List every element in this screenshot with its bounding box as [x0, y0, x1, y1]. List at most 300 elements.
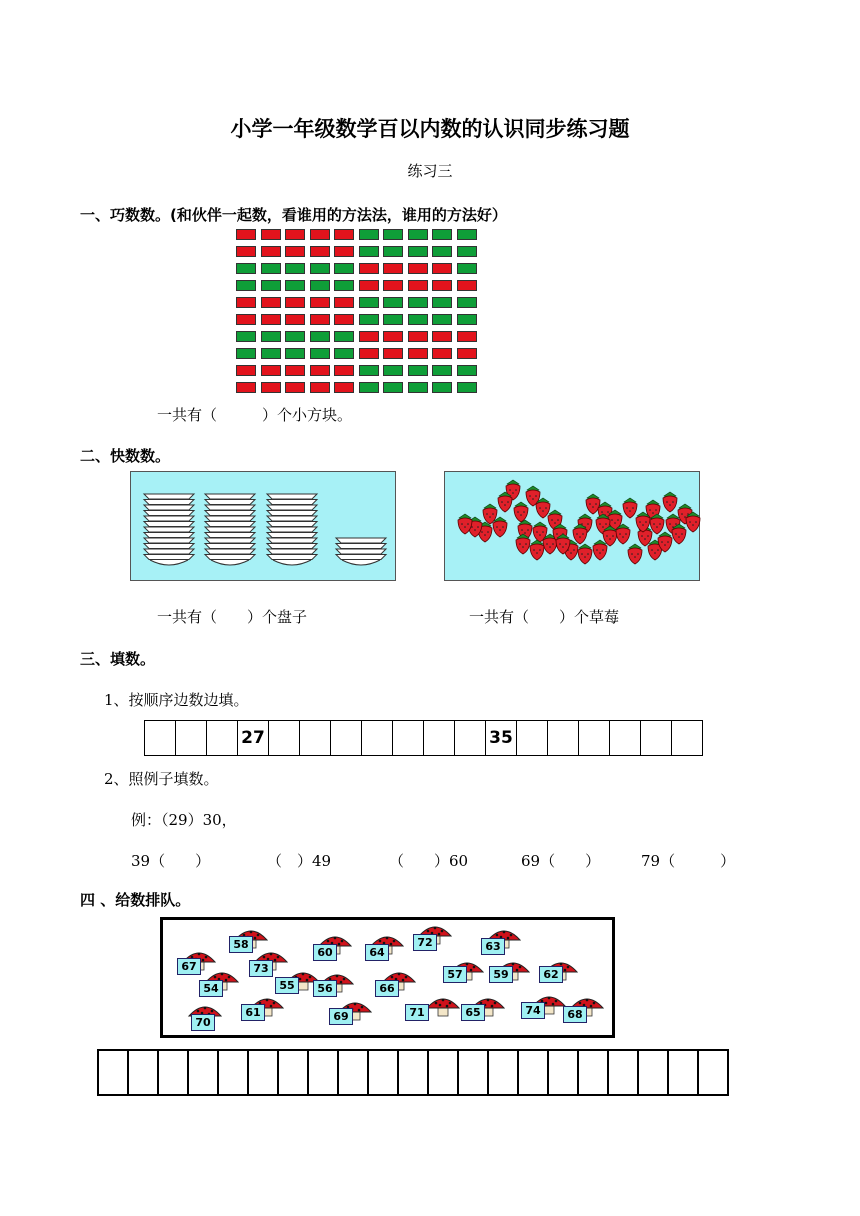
- grid-block: [383, 348, 403, 359]
- plate-icon: [144, 527, 194, 532]
- grid-block: [310, 297, 330, 308]
- strawberry-seed-icon: [552, 543, 554, 545]
- grid-block: [261, 331, 281, 342]
- sequence-cell[interactable]: [269, 721, 300, 756]
- mushroom-spot-icon: [250, 931, 253, 934]
- grid-block: [432, 365, 452, 376]
- strawberry-icon: [573, 528, 587, 544]
- ordering-answer-cell[interactable]: [398, 1050, 428, 1095]
- plate-icon: [144, 494, 194, 499]
- ordering-answer-cell[interactable]: [518, 1050, 548, 1095]
- mushroom-spot-icon: [494, 1002, 497, 1005]
- strawberry-seed-icon: [617, 519, 619, 521]
- sequence-cell[interactable]: [641, 721, 672, 756]
- grid-block: [383, 297, 403, 308]
- ordering-answer-cell[interactable]: [428, 1050, 458, 1095]
- fill-item-1: 39（ ）: [131, 852, 211, 870]
- grid-block: [261, 297, 281, 308]
- strawberry-seed-icon: [641, 535, 643, 537]
- strawberry-seed-icon: [461, 523, 463, 525]
- strawberry-seed-icon: [606, 535, 608, 537]
- ordering-answer-cell[interactable]: [368, 1050, 398, 1095]
- mushroom-spot-icon: [405, 976, 408, 979]
- strawberry-seed-icon: [678, 536, 680, 538]
- mushroom-spot-icon: [398, 973, 401, 976]
- grid-block: [334, 348, 354, 359]
- plate-base-icon: [211, 560, 249, 565]
- plate-icon: [144, 500, 194, 505]
- mushroom-spot-icon: [449, 1002, 452, 1005]
- grid-block: [383, 382, 403, 393]
- strawberry-seed-icon: [669, 504, 671, 506]
- ordering-answer-cell[interactable]: [128, 1050, 158, 1095]
- page-subtitle: 练习三: [407, 162, 453, 180]
- grid-block: [432, 297, 452, 308]
- strawberry-seed-icon: [584, 556, 586, 558]
- mushroom-number-tag: 54: [199, 980, 223, 997]
- mushroom-spot-icon: [211, 1010, 214, 1013]
- grid-block: [236, 348, 256, 359]
- plate-icon: [336, 555, 386, 560]
- plate-icon: [205, 533, 255, 538]
- grid-block: [334, 314, 354, 325]
- grid-block: [285, 314, 305, 325]
- plate-icon: [144, 511, 194, 516]
- mushroom-spot-icon: [254, 937, 257, 940]
- plate-icon: [267, 505, 317, 510]
- example-text: 例：（29）30，: [131, 811, 237, 829]
- ordering-answer-cell[interactable]: [338, 1050, 368, 1095]
- strawberry-seed-icon: [656, 526, 658, 528]
- mushroom-spot-icon: [257, 934, 260, 937]
- strawberry-seed-icon: [535, 495, 537, 497]
- strawberry-seed-icon: [582, 533, 584, 535]
- plates-illustration: [131, 472, 397, 582]
- strawberry-seed-icon: [672, 501, 674, 503]
- mushroom-number-tag: 60: [313, 944, 337, 961]
- plate-icon: [267, 549, 317, 554]
- strawberry-seed-icon: [647, 535, 649, 537]
- strawberry-seed-icon: [523, 511, 525, 513]
- mushroom-spot-icon: [567, 966, 570, 969]
- grid-block: [236, 280, 256, 291]
- sequence-cell[interactable]: [455, 721, 486, 756]
- plate-icon: [267, 533, 317, 538]
- strawberry-icon: [686, 516, 700, 532]
- strawberry-seed-icon: [542, 531, 544, 533]
- mushroom-number-tag: 71: [405, 1004, 429, 1021]
- grid-block: [334, 331, 354, 342]
- plate-icon: [144, 522, 194, 527]
- plate-icon: [144, 549, 194, 554]
- strawberry-seed-icon: [489, 516, 491, 518]
- mushroom-spot-icon: [341, 940, 344, 943]
- block-grid: [236, 229, 476, 399]
- strawberry-seed-icon: [695, 521, 697, 523]
- grid-block: [408, 246, 428, 257]
- grid-block: [457, 331, 477, 342]
- strawberry-seed-icon: [602, 526, 604, 528]
- plate-icon: [205, 516, 255, 521]
- strawberry-seed-icon: [607, 511, 609, 513]
- section4-heading: 四 、给数排队。: [80, 891, 191, 909]
- strawberry-seed-icon: [612, 535, 614, 537]
- mushroom-spot-icon: [358, 1009, 361, 1012]
- grid-block: [457, 263, 477, 274]
- strawberry-icon: [663, 496, 677, 512]
- mushroom-number-tag: 59: [489, 966, 513, 983]
- sequence-cell[interactable]: [610, 721, 641, 756]
- mushroom-number-tag: 72: [413, 934, 437, 951]
- plate-icon: [267, 500, 317, 505]
- plate-icon: [144, 505, 194, 510]
- grid-block: [285, 246, 305, 257]
- mushroom-spot-icon: [202, 959, 205, 962]
- mushroom-spot-icon: [496, 934, 499, 937]
- mushroom-spot-icon: [197, 1010, 200, 1013]
- plate-icon: [205, 549, 255, 554]
- strawberry-seed-icon: [581, 523, 583, 525]
- grid-block: [310, 280, 330, 291]
- grid-block: [261, 229, 281, 240]
- grid-block: [261, 314, 281, 325]
- mushroom-spot-icon: [327, 940, 330, 943]
- ordering-answer-row: [97, 1049, 729, 1096]
- mushroom-spot-icon: [545, 1002, 548, 1005]
- plate-base-icon: [273, 560, 311, 565]
- mushroom-spot-icon: [391, 976, 394, 979]
- strawberry-seed-icon: [529, 495, 531, 497]
- mushroom-spot-icon: [205, 956, 208, 959]
- grid-block: [359, 382, 379, 393]
- strawberry-seed-icon: [587, 553, 589, 555]
- strawberry-seed-icon: [507, 501, 509, 503]
- strawberry-seed-icon: [605, 523, 607, 525]
- grid-block: [383, 263, 403, 274]
- grid-block: [457, 229, 477, 240]
- strawberry-seed-icon: [666, 501, 668, 503]
- grid-block: [285, 365, 305, 376]
- mushroom-spot-icon: [564, 969, 567, 972]
- sequence-cell[interactable]: [176, 721, 207, 756]
- ordering-answer-cell[interactable]: [218, 1050, 248, 1095]
- mushroom-spot-icon: [270, 953, 273, 956]
- strawberry-seed-icon: [557, 519, 559, 521]
- grid-block: [236, 229, 256, 240]
- plate-icon: [267, 516, 317, 521]
- strawberry-seed-icon: [521, 529, 523, 531]
- grid-block: [310, 365, 330, 376]
- grid-block: [310, 229, 330, 240]
- strawberry-seed-icon: [527, 529, 529, 531]
- strawberry-seed-icon: [632, 507, 634, 509]
- fill-q1-label: 1、按顺序边数边填。: [104, 691, 249, 709]
- grid-block: [236, 331, 256, 342]
- grid-block: [432, 229, 452, 240]
- grid-block: [285, 297, 305, 308]
- mushroom-spot-icon: [473, 966, 476, 969]
- grid-block: [408, 229, 428, 240]
- grid-block: [383, 229, 403, 240]
- strawberry-seed-icon: [533, 549, 535, 551]
- grid-block: [383, 246, 403, 257]
- mushroom-number-tag: 69: [329, 1008, 353, 1025]
- grid-block: [408, 280, 428, 291]
- strawberry-panel: [444, 471, 700, 581]
- plates-panel: [130, 471, 396, 581]
- mushroom-spot-icon: [579, 1002, 582, 1005]
- fill-q2-label: 2、照例子填数。: [104, 770, 219, 788]
- strawberry-seed-icon: [592, 506, 594, 508]
- mushroom-spot-icon: [491, 1005, 494, 1008]
- mushroom-spot-icon: [336, 975, 339, 978]
- strawberry-seed-icon: [589, 503, 591, 505]
- ordering-answer-cell[interactable]: [458, 1050, 488, 1095]
- fill-item-3: （ ）60: [389, 852, 469, 870]
- mushroom-number-tag: 73: [249, 960, 273, 977]
- plate-icon: [144, 516, 194, 521]
- grid-block: [408, 365, 428, 376]
- sequence-cell[interactable]: [331, 721, 362, 756]
- strawberry-seed-icon: [611, 519, 613, 521]
- mushroom-number-tag: 64: [365, 944, 389, 961]
- grid-block: [359, 348, 379, 359]
- strawberry-seed-icon: [651, 549, 653, 551]
- plate-icon: [205, 511, 255, 516]
- sequence-cell[interactable]: [548, 721, 579, 756]
- grid-block: [236, 263, 256, 274]
- mushroom-spot-icon: [390, 943, 393, 946]
- grid-block: [383, 280, 403, 291]
- grid-block: [432, 348, 452, 359]
- strawberry-seed-icon: [542, 510, 544, 512]
- strawberry-seed-icon: [545, 507, 547, 509]
- mushroom-spot-icon: [340, 981, 343, 984]
- grid-block: [236, 365, 256, 376]
- strawberry-seed-icon: [579, 536, 581, 538]
- strawberry-icon: [543, 538, 557, 554]
- mushroom-number-tag: 66: [375, 980, 399, 997]
- plate-icon: [205, 538, 255, 543]
- strawberry-seed-icon: [576, 533, 578, 535]
- mushroom-spot-icon: [334, 937, 337, 940]
- grid-block: [334, 263, 354, 274]
- grid-block: [285, 263, 305, 274]
- strawberry-seed-icon: [562, 546, 564, 548]
- ordering-answer-cell[interactable]: [308, 1050, 338, 1095]
- ordering-answer-cell[interactable]: [638, 1050, 668, 1095]
- ordering-answer-cell[interactable]: [248, 1050, 278, 1095]
- mushroom-spot-icon: [438, 933, 441, 936]
- strawberry-seed-icon: [675, 523, 677, 525]
- strawberry-seed-icon: [661, 541, 663, 543]
- grid-block: [359, 263, 379, 274]
- mushroom-spot-icon: [274, 959, 277, 962]
- page-title: 小学一年级数学百以内数的认识同步练习题: [230, 117, 630, 141]
- grid-block: [457, 246, 477, 257]
- strawberry-seed-icon: [614, 522, 616, 524]
- ordering-answer-cell[interactable]: [548, 1050, 578, 1095]
- mushroom-spot-icon: [548, 997, 551, 1000]
- mushroom-spot-icon: [214, 976, 217, 979]
- strawberry-seed-icon: [509, 489, 511, 491]
- sequence-cell[interactable]: [517, 721, 548, 756]
- strawberry-seed-icon: [639, 521, 641, 523]
- mushroom-number-tag: 61: [241, 1004, 265, 1021]
- mushroom-number-tag: 56: [313, 980, 337, 997]
- strawberry-seed-icon: [536, 552, 538, 554]
- grid-block: [383, 365, 403, 376]
- strawberry-seed-icon: [684, 516, 686, 518]
- grid-block: [408, 382, 428, 393]
- mushroom-spot-icon: [198, 953, 201, 956]
- mushroom-spot-icon: [519, 966, 522, 969]
- mushroom-spot-icon: [221, 973, 224, 976]
- mushroom-spot-icon: [512, 963, 515, 966]
- sequence-cell[interactable]: [300, 721, 331, 756]
- sequence-cell[interactable]: [207, 721, 238, 756]
- grid-block: [432, 314, 452, 325]
- mushroom-spot-icon: [386, 937, 389, 940]
- strawberry-icon: [593, 544, 607, 560]
- mushroom-spot-icon: [263, 956, 266, 959]
- strawberry-icon: [672, 528, 686, 544]
- strawberry-seed-icon: [644, 538, 646, 540]
- plate-icon: [267, 511, 317, 516]
- grid-block: [408, 263, 428, 274]
- strawberry-seed-icon: [645, 521, 647, 523]
- strawberry-seed-icon: [681, 533, 683, 535]
- grid-block: [310, 314, 330, 325]
- ordering-answer-cell[interactable]: [98, 1050, 128, 1095]
- strawberry-seed-icon: [675, 533, 677, 535]
- grid-block: [261, 382, 281, 393]
- ordering-answer-cell[interactable]: [488, 1050, 518, 1095]
- plate-icon: [336, 549, 386, 554]
- mushroom-spot-icon: [434, 927, 437, 930]
- plate-icon: [205, 505, 255, 510]
- strawberry-seed-icon: [629, 510, 631, 512]
- strawberry-seed-icon: [622, 536, 624, 538]
- mushroom-spot-icon: [435, 1002, 438, 1005]
- strawberry-seed-icon: [595, 503, 597, 505]
- grid-block: [457, 297, 477, 308]
- ordering-answer-cell[interactable]: [578, 1050, 608, 1095]
- strawberry-seed-icon: [634, 556, 636, 558]
- grid-block: [383, 314, 403, 325]
- sequence-cell[interactable]: [579, 721, 610, 756]
- strawberry-seed-icon: [549, 546, 551, 548]
- strawberry-icon: [498, 496, 512, 512]
- plate-icon: [144, 555, 194, 560]
- strawberry-seed-icon: [477, 526, 479, 528]
- strawberry-seed-icon: [554, 522, 556, 524]
- strawberry-seed-icon: [649, 509, 651, 511]
- strawberry-seed-icon: [504, 504, 506, 506]
- mushroom-spot-icon: [299, 978, 302, 981]
- grid-block: [359, 246, 379, 257]
- strawberry-seed-icon: [599, 523, 601, 525]
- ordering-answer-cell[interactable]: [668, 1050, 698, 1095]
- plate-icon: [205, 544, 255, 549]
- sequence-cell[interactable]: 35: [486, 721, 517, 756]
- ordering-answer-cell[interactable]: [608, 1050, 638, 1095]
- sequence-cell[interactable]: [362, 721, 393, 756]
- strawberry-icon: [514, 506, 528, 522]
- sequence-cell[interactable]: 27: [238, 721, 269, 756]
- strawberry-seed-icon: [512, 492, 514, 494]
- grid-block: [432, 280, 452, 291]
- plate-icon: [267, 522, 317, 527]
- strawberry-seed-icon: [502, 526, 504, 528]
- strawberry-seed-icon: [619, 533, 621, 535]
- sequence-cell[interactable]: [145, 721, 176, 756]
- fill-item-2: （ ）49: [267, 852, 332, 870]
- strawberry-seed-icon: [496, 526, 498, 528]
- grid-block: [310, 382, 330, 393]
- grid-block: [334, 246, 354, 257]
- ordering-answer-cell[interactable]: [158, 1050, 188, 1095]
- section1-heading: 一、巧数数。(和伙伴一起数，看谁用的方法法，谁用的方法好）: [80, 206, 507, 224]
- plate-icon: [267, 538, 317, 543]
- sequence-cell[interactable]: [424, 721, 455, 756]
- grid-block: [236, 314, 256, 325]
- grid-block: [359, 229, 379, 240]
- mushroom-spot-icon: [427, 930, 430, 933]
- grid-block: [408, 297, 428, 308]
- grid-block: [236, 382, 256, 393]
- grid-block: [310, 246, 330, 257]
- grid-block: [261, 348, 281, 359]
- grid-block: [310, 348, 330, 359]
- grid-block: [310, 331, 330, 342]
- sequence-cell[interactable]: [393, 721, 424, 756]
- strawberry-seed-icon: [481, 531, 483, 533]
- mushroom-spot-icon: [343, 978, 346, 981]
- mushroom-spot-icon: [470, 969, 473, 972]
- plate-icon: [336, 538, 386, 543]
- strawberry-seed-icon: [499, 529, 501, 531]
- grid-block: [334, 365, 354, 376]
- mushroom-spot-icon: [510, 934, 513, 937]
- strawberry-seed-icon: [609, 538, 611, 540]
- mushroom-spot-icon: [306, 979, 309, 982]
- strawberry-seed-icon: [692, 524, 694, 526]
- strawberry-seed-icon: [625, 533, 627, 535]
- mushroom-spot-icon: [393, 940, 396, 943]
- strawberry-icon: [516, 538, 530, 554]
- strawberry-seed-icon: [652, 512, 654, 514]
- mushroom-spot-icon: [361, 1006, 364, 1009]
- mushroom-box: [160, 917, 615, 1038]
- strawberry-seed-icon: [487, 531, 489, 533]
- mushroom-spot-icon: [593, 1002, 596, 1005]
- grid-block: [457, 314, 477, 325]
- sequence-cell[interactable]: [672, 721, 703, 756]
- mushroom-spot-icon: [466, 963, 469, 966]
- strawberry-seed-icon: [464, 526, 466, 528]
- plate-icon: [144, 533, 194, 538]
- ordering-answer-cell[interactable]: [278, 1050, 308, 1095]
- strawberry-seed-icon: [596, 549, 598, 551]
- ordering-answer-cell[interactable]: [698, 1050, 728, 1095]
- ordering-answer-cell[interactable]: [188, 1050, 218, 1095]
- strawberry-seed-icon: [602, 549, 604, 551]
- strawberry-seed-icon: [492, 513, 494, 515]
- plate-icon: [205, 527, 255, 532]
- strawberry-seed-icon: [539, 507, 541, 509]
- mushroom-spot-icon: [516, 969, 519, 972]
